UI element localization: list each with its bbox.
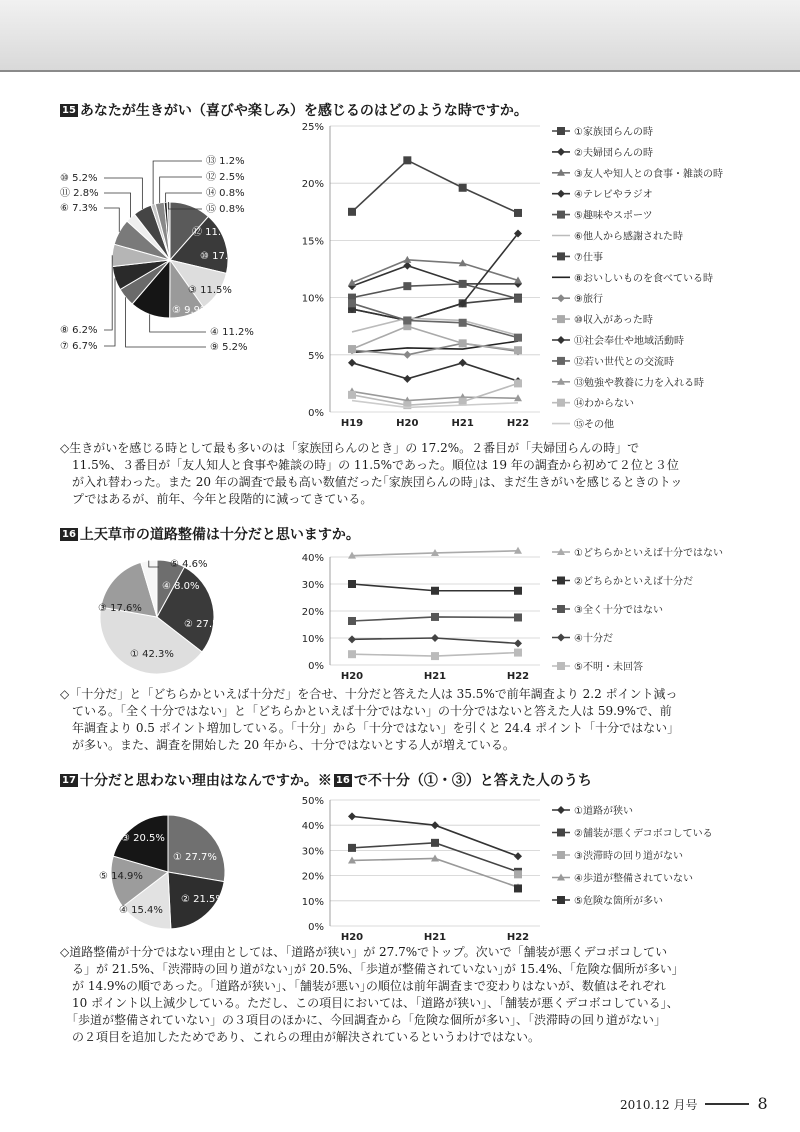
data-point: [557, 634, 565, 642]
legend-label: ⑭わからない: [574, 398, 634, 410]
legend-label: ⑤危険な箇所が多い: [574, 896, 663, 907]
pie-slice: [168, 815, 225, 882]
y-tick-label: 0%: [308, 408, 324, 419]
data-point: [348, 635, 356, 643]
slice-label: ⑦ 6.7%: [60, 341, 98, 352]
q17-title: [60, 770, 592, 790]
q17-ref-number: 16: [335, 775, 350, 786]
data-point: [459, 359, 467, 367]
series-line: [352, 160, 518, 213]
q15-commentary: [60, 440, 760, 508]
commentary-line: が多い。また、調査を開始した 20 年から、十分ではないとする人が増えている。: [60, 738, 515, 752]
data-point: [348, 812, 356, 820]
data-point: [514, 852, 522, 860]
data-point: [557, 336, 565, 344]
leader-line: [104, 208, 119, 232]
legend-label: ②夫婦団らんの時: [574, 147, 653, 159]
legend-label: ③渋滞時の回り道がない: [574, 851, 683, 862]
data-point: [514, 209, 522, 217]
commentary-line: ◇「十分だ」と「どちらかといえば十分だ」を合せ、十分だと答えた人は 35.5%で前年調査より 2.2 ポイント減っ: [60, 687, 678, 701]
data-point: [514, 639, 522, 647]
y-tick-label: 50%: [301, 796, 324, 807]
data-point: [557, 851, 565, 859]
legend-label: ⑪社会奉仕や地域活動時: [574, 336, 684, 347]
data-point: [514, 613, 522, 621]
page-number: 8: [757, 1094, 768, 1113]
slice-label: ⑮ 0.8%: [206, 204, 245, 215]
legend-label: ⑤趣味やスポーツ: [574, 210, 653, 222]
q17-title-b: で不十分（①・③）と答えた人のうち: [353, 773, 592, 789]
x-tick-label: H20: [340, 932, 364, 940]
legend-label: ④十分だ: [574, 633, 613, 645]
x-tick-label: H21: [423, 671, 447, 680]
data-point: [557, 357, 565, 365]
data-point: [348, 650, 356, 658]
data-point: [557, 315, 565, 323]
leader-line: [104, 255, 112, 330]
data-point: [348, 580, 356, 588]
legend-label: ⑧おいしいものを食べている時: [574, 273, 713, 285]
data-point: [459, 280, 467, 288]
data-point: [514, 346, 522, 354]
data-point: [557, 662, 565, 670]
commentary-line: が 14.9%の順であった。「道路が狭い｣、「舗装が悪い｣の順位は前年調査まで変わりはないが、数値はそれぞれ: [60, 979, 666, 993]
data-point: [348, 844, 356, 852]
y-tick-label: 10%: [301, 293, 324, 305]
data-point: [431, 634, 439, 642]
slice-label: ③ 11.5%: [188, 285, 232, 296]
slice-label: ⑥ 7.3%: [60, 203, 98, 214]
data-point: [514, 334, 522, 342]
slice-label: ⑨ 5.2%: [210, 342, 248, 353]
y-tick-label: 20%: [301, 871, 324, 883]
q16-line-chart: [290, 545, 760, 680]
data-point: [557, 806, 565, 814]
data-point: [459, 184, 467, 192]
data-point: [348, 345, 356, 353]
commentary-line: 「歩道が整備されていない」の３項目のほかに、今回調査から「危険な個所が多い」、「渋滞時の回り道がない」: [60, 1013, 667, 1027]
series-line: [352, 383, 518, 405]
data-point: [348, 299, 356, 307]
series-line: [352, 298, 518, 321]
x-tick-label: H22: [506, 418, 530, 429]
q15-line-chart: [290, 118, 760, 436]
commentary-line: プではあるが、前年、今年と段階的に減ってきている。: [60, 492, 373, 506]
data-point: [514, 870, 522, 878]
y-tick-label: 40%: [301, 821, 324, 833]
q15-pie-chart: [60, 145, 280, 360]
data-point: [459, 319, 467, 327]
y-tick-label: 25%: [301, 122, 324, 133]
data-point: [348, 208, 356, 216]
q17-number: 17: [62, 775, 76, 786]
data-point: [348, 617, 356, 625]
y-tick-label: 0%: [308, 922, 324, 933]
header-band: [0, 0, 800, 72]
series-line: [352, 326, 518, 350]
data-point: [557, 605, 565, 613]
legend-label: ⑬勉強や教養に力を入れる時: [574, 377, 704, 389]
x-tick-label: H21: [423, 932, 447, 940]
y-tick-label: 10%: [301, 634, 324, 645]
q15-number: 15: [62, 105, 76, 116]
legend-label: ⑫若い世代との交流時: [574, 356, 674, 368]
data-point: [459, 339, 467, 347]
slice-label: ⑫ 2.5%: [206, 172, 245, 183]
footer-rule: [705, 1103, 749, 1105]
data-point: [403, 282, 411, 290]
data-point: [557, 127, 565, 135]
leader-line: [166, 193, 202, 202]
legend-label: ②どちらかといえば十分だ: [574, 576, 693, 588]
slice-label: ⑧ 6.2%: [60, 325, 98, 336]
slice-label: ⑫ 11.5%: [192, 227, 237, 238]
slice-label: ③ 17.6%: [98, 603, 142, 614]
series-line: [352, 363, 518, 381]
data-point: [514, 884, 522, 892]
data-point: [431, 587, 439, 595]
slice-label: ④ 8.0%: [162, 581, 200, 592]
footer-issue: 2010.12 月号: [620, 1098, 698, 1112]
data-point: [557, 294, 565, 302]
series-line: [352, 318, 518, 335]
legend-label: ⑦仕事: [574, 252, 603, 264]
commentary-line: る」が 21.5%、｢渋滞時の回り道がない｣が 20.5%、｢歩道が整備されていない｣が 15.4%、｢危険な個所が多い｣: [60, 962, 678, 976]
legend-label: ⑩収入があった時: [574, 315, 653, 327]
slice-label: ② 21.5%: [181, 894, 225, 905]
x-tick-label: H20: [396, 418, 419, 429]
q17-commentary: [60, 944, 760, 1046]
q16-title-text: 上天草市の道路整備は十分だと思いますか。: [79, 527, 360, 543]
data-point: [557, 399, 565, 407]
y-tick-label: 10%: [301, 896, 324, 908]
x-tick-label: H22: [506, 932, 530, 940]
data-point: [514, 587, 522, 595]
leader-line: [104, 193, 131, 217]
slice-label: ⑪ 2.8%: [60, 188, 99, 199]
y-tick-label: 30%: [301, 580, 324, 591]
x-tick-label: H22: [506, 671, 530, 680]
data-point: [403, 156, 411, 164]
y-tick-label: 30%: [301, 846, 324, 858]
slice-label: ⑭ 0.8%: [206, 188, 245, 199]
q16-pie-chart: [90, 553, 290, 681]
q16-title: [60, 524, 360, 544]
slice-label: ③ 20.5%: [121, 833, 165, 844]
leader-line: [153, 161, 202, 205]
slice-label: ⑬ 1.2%: [206, 156, 245, 167]
data-point: [557, 829, 565, 837]
data-point: [431, 613, 439, 621]
legend-label: ①道路が狭い: [574, 806, 633, 817]
q17-line-chart: [290, 792, 760, 940]
commentary-line: 11.5%、３番目が「友人知人と食事や雑談の時」の 11.5%であった。順位は 19 年の調査から初めて２位と３位: [60, 458, 679, 472]
commentary-line: の２項目を追加したためであり、これらの理由が解決されているというわけではない。: [60, 1030, 541, 1044]
q17-pie-chart: [95, 810, 295, 932]
x-tick-label: H21: [451, 418, 474, 429]
y-tick-label: 0%: [308, 661, 324, 672]
x-tick-label: H20: [340, 671, 364, 680]
y-tick-label: 5%: [308, 350, 324, 362]
legend-label: ①どちらかといえば十分ではない: [574, 548, 723, 559]
legend-label: ⑤不明・未回答: [574, 662, 643, 673]
data-point: [557, 896, 565, 904]
leader-line: [104, 178, 142, 209]
data-point: [348, 359, 356, 367]
q15-title-text: あなたが生きがい（喜びや楽しみ）を感じるのはどのような時ですか。: [79, 103, 528, 119]
data-point: [557, 148, 565, 156]
data-point: [403, 316, 411, 324]
slice-label: ④ 15.4%: [119, 905, 163, 916]
q15-title: [60, 100, 528, 120]
data-point: [514, 649, 522, 657]
commentary-line: 10 ポイント以上減少している。ただし、この項目においては、「道路が狭い」、「舗装が悪くデコボコしている｣、: [60, 996, 679, 1010]
commentary-line: が入れ替わった。また 20 年の調査で最も高い数値だった｢家族団らんの時｣は、まだ生きがいを感じるときのトッ: [60, 475, 683, 489]
q16-commentary: [60, 686, 760, 754]
series-line: [352, 266, 518, 287]
y-tick-label: 40%: [301, 553, 324, 564]
commentary-line: 年調査より 0.5 ポイント増加している。「十分」から「十分ではない」を引くと 24.4 ポイント「十分ではない」: [60, 721, 680, 735]
x-tick-label: H19: [340, 418, 364, 429]
legend-label: ②舗装が悪くデコボコしている: [574, 828, 713, 840]
data-point: [403, 351, 411, 359]
commentary-line: ている。「全く十分ではない」と「どちらかといえば十分ではない」の十分ではないと答えた人は 59.9%で、前: [60, 704, 672, 718]
series-line: [352, 260, 518, 283]
slice-label: ② 27.5%: [184, 619, 228, 630]
legend-label: ⑮その他: [574, 419, 614, 431]
legend-label: ⑨旅行: [574, 294, 603, 306]
data-point: [431, 839, 439, 847]
q16-number: 16: [62, 529, 76, 540]
y-tick-label: 20%: [301, 607, 324, 618]
data-point: [557, 190, 565, 198]
page-footer: [620, 1094, 768, 1113]
slice-label: ④ 11.2%: [210, 327, 254, 338]
slice-label: ① 27.7%: [173, 852, 217, 863]
legend-label: ③友人や知人との食事・雑談の時: [574, 168, 723, 180]
data-point: [348, 391, 356, 399]
data-point: [514, 295, 522, 303]
commentary-line: ◇生きがいを感じる時として最も多いのは「家族団らんのとき」の 17.2%。２番目が「夫婦団らんの時」で: [60, 441, 640, 455]
data-point: [431, 821, 439, 829]
legend-label: ④テレビやラジオ: [574, 189, 653, 201]
q17-title-a: 十分だと思わない理由はなんですか。※: [79, 773, 332, 789]
slice-label: ⑤ 9.9%: [172, 305, 210, 316]
legend-label: ④歩道が整備されていない: [574, 873, 693, 885]
legend-label: ⑥他人から感謝された時: [574, 231, 683, 243]
y-tick-label: 20%: [301, 179, 324, 191]
slice-label: ⑩ 5.2%: [60, 173, 98, 184]
data-point: [514, 379, 522, 387]
data-point: [557, 577, 565, 585]
slice-label: ① 42.3%: [130, 649, 174, 660]
series-line: [352, 284, 518, 299]
series-line: [352, 303, 518, 337]
slice-label: ⑩ 17.2%: [200, 251, 244, 262]
y-tick-label: 15%: [301, 236, 324, 248]
data-point: [557, 252, 565, 260]
legend-label: ③全く十分ではない: [574, 605, 663, 616]
slice-label: ⑤ 4.6%: [170, 559, 208, 570]
legend-label: ①家族団らんの時: [574, 127, 653, 138]
slice-label: ⑤ 14.9%: [99, 871, 143, 882]
data-point: [403, 375, 411, 383]
leader-line: [104, 278, 115, 346]
data-point: [431, 652, 439, 660]
commentary-line: ◇道路整備が十分ではない理由としては、「道路が狭い」が 27.7%でトップ。次いで「舗装が悪くデコボコしてい: [60, 945, 668, 959]
data-point: [557, 211, 565, 219]
